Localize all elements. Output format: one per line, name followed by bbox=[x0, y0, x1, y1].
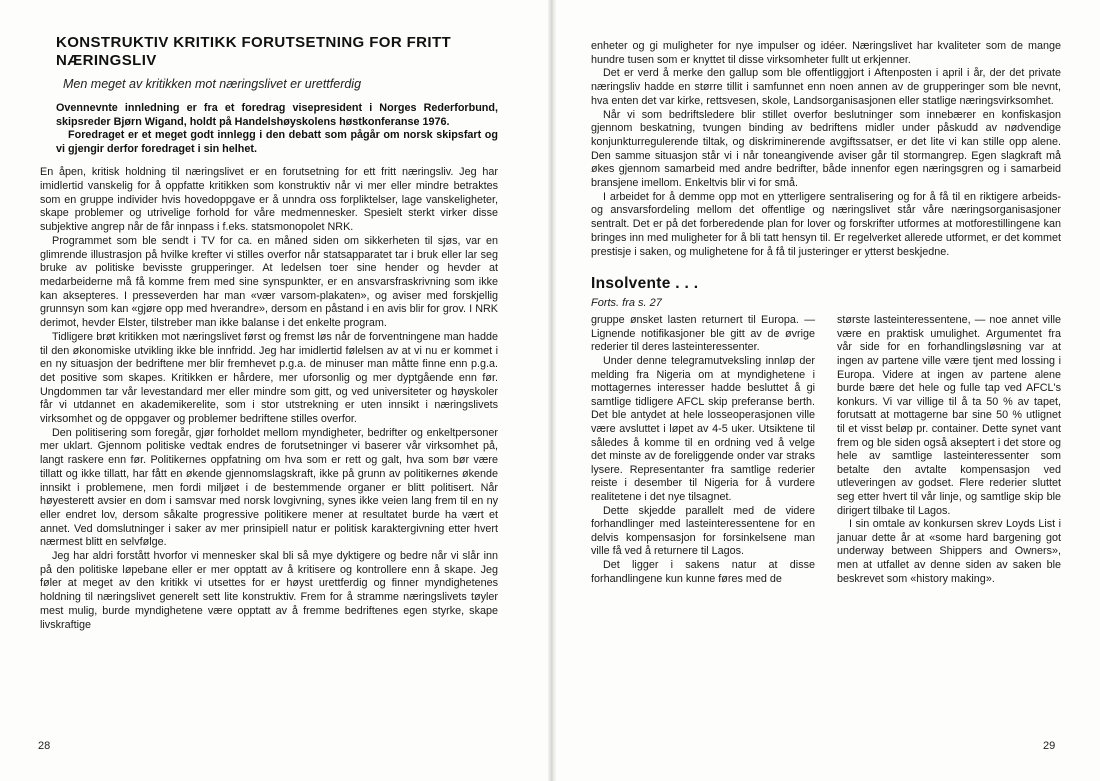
body-paragraph: Programmet som ble sendt i TV for ca. en måned siden om sikkerheten til sjøs, var en glimrende illustrasjon på hvilke krefter vi stilles overfor når statsapparatet tar i bruk eller lar seg bruke av politiske bevisste grupperinger. At ledelsen toer sine hender og hevder at medarbeiderne må få komme frem med sine synspunkter, er en ansvarsfraskrivning som ikke kan aksepteres. I presseverden har man «vær varsom-plakaten», og aviser med forskjellig grunnsyn som kan «gjøre opp med hverandre», dersom en påstand i en avis blir for grov. I NRK derimot, hevder Elster, tilstreber man ikke balanse i det enkelte program. bbox=[40, 234, 498, 330]
section-title: Insolvente . . . bbox=[591, 275, 699, 293]
book-gutter bbox=[548, 0, 556, 781]
left-page bbox=[0, 0, 548, 781]
column-paragraph: Det ligger i sakens natur at disse forhandlingene kun kunne føres med de bbox=[591, 558, 815, 585]
body-paragraph: I arbeidet for å demme opp mot en ytterligere sentralisering og for å få til en riktigere arbeids- og ansvarsfordeling mellom det offentlige og næringslivet står våre næringsorganisasjoner sentralt. Det er på det forberedende plan for lover og forskrifter utformes at motforestillingene kan bringes inn med muligheter for å bli tatt hensyn til. Er regelverket allerede utformet, er det kommet prestisje i saken, og mulighetene for å få til justeringer er ytterst beskjedne. bbox=[591, 190, 1061, 258]
column-paragraph: gruppe ønsket lasten returnert til Europa. — Lignende notifikasjoner ble gitt av de øvrige rederier til deres lasteinteressenter. bbox=[591, 314, 815, 354]
body-paragraph: Jeg har aldri forstått hvorfor vi mennesker skal bli så mye dyktigere og bedre når vi slår inn på den politiske løpebane eller er mer opptatt av å kritisere og kontrollere enn å skape. Jeg føler at meget av den kritikk vi utsettes for er høyst urettferdig og finner myndighetenes holdning til næringslivet generelt sett lite konstruktiv. Frem for å stramme næringslivets tøyler mest mulig, burde myndighetene være opptatt av å fremme bedriftenes egen styrke, skape livskraftige bbox=[40, 550, 498, 631]
article-body bbox=[40, 166, 498, 632]
column-paragraph: I sin omtale av konkursen skrev Loyds List i januar dette år at «some hard bargening got underway between Shippers and Owners», men at utfallet av denne siden av saken ble beskrevet som «history making». bbox=[837, 518, 1061, 585]
article-block bbox=[38, 34, 498, 632]
right-content bbox=[591, 40, 1061, 586]
section-subtitle: Forts. fra s. 27 bbox=[591, 297, 662, 310]
two-column-text bbox=[591, 314, 1061, 586]
body-paragraph: Den politisering som foregår, gjør forholdet mellom myndigheter, bedrifter og enkeltpersoner mer uklart. Gjennom politiske vedtak endres de forutsetninger vi baserer vår virksomhet på, langt raskere enn før. Politikernes oppfatning om hva som er rett og galt, hva som bør være tillatt og ikke tillatt, har fått en økende gjennomslagskraft, ikke på grunn av politikernes økende innsikt i problemene, men fordi miljøet i de bestemmende organer er blitt politisert. Når høyesterett avsier en dom i samsvar med norsk lovgivning, synes ikke veien lang frem til en ny eller endret lov, dersom såkalte progressive politikere mener at resultatet burde ha vært et annet. Ved domslutninger i saker av mer prinsipiell natur er politisk karaktergivning etter hvert nærmest blitt en selvfølge. bbox=[40, 426, 498, 549]
article-lead bbox=[56, 102, 498, 156]
article-title: KONSTRUKTIV KRITIKK FORUTSETNING FOR FRITT NÆRINGSLIV bbox=[56, 34, 452, 69]
column-paragraph: største lasteinteressentene, — noe annet ville være en praktisk umulighet. Argumentet fra vår side for en forhandlingsløsning var at ingen av partene ville være tjent med lossing i Europa. Videre at ingen av partene alene burde bære det hele og fulle tap ved AFCL's konkurs. Vi var villige til å ta 50 % av tapet, forutsatt at mottagerne bar sine 50 % utlignet til et visst beløp pr. container. Dette synet vant frem og ble siden også akseptert i det store og hele av samtlige lasteinteressenter som betalte den avtalte kompensasjon ved utleveringen av godset. Flere rederier sluttet seg etter hvert til vår linje, og samtlige skip ble dirigert tilbake til Lagos. bbox=[837, 314, 1061, 517]
page-number: 29 bbox=[1043, 740, 1056, 752]
body-paragraph: En åpen, kritisk holdning til næringslivet er en forutsetning for ett fritt næringsliv. Jeg har imidlertid vanskelig for å oppfatte kritikken som konstruktiv når vi mer eller mindre betraktes som en gruppe individer hvis hovedoppgave er å unndra oss forpliktelser, lage vanskeligheter, skape problemer og utrivelige forhold for våre medmennesker. Spesielt sterkt virker disse subjektive angrep når de får innpass i f.eks. statsmonopolet NRK. bbox=[40, 166, 498, 234]
article-continuation bbox=[591, 40, 1061, 259]
text-column-right bbox=[837, 314, 1061, 586]
column-paragraph: Dette skjedde parallelt med de videre forhandlinger med lasteinteressentene for en delvis kompensasjon for forsinkelsene man ville få ved å returnere til Lagos. bbox=[591, 504, 815, 558]
body-paragraph: Det er verd å merke den gallup som ble offentliggjort i Aftenposten i april i år, der det private næringsliv hadde en større tillit i samfunnet enn noen annen av de grupperinger som ble nevnt, hva enten det var kirke, rettsvesen, skole, Landsorganisasjonen eller statlige næringsvirksomhet. bbox=[591, 67, 1061, 107]
column-paragraph: Under denne telegramutveksling innløp der melding fra Nigeria om at myndighetene i mottagernes interesser hadde besluttet å gi samtlige tidligere AFCL skip preferanse berth. Det ble antydet at hele losseoperasjonen ville være avsluttet i løpet av 4-5 uker. Utsiktene til således å komme til en ordning ved å velge det minste av de foreliggende onder var straks lysere. Representanter fra samtlige rederier reiste i desember til Nigeria for å vurdere realitetene i det nye tilsagnet. bbox=[591, 355, 815, 503]
lead-paragraph: Foredraget er et meget godt innlegg i den debatt som pågår om norsk skipsfart og vi gjengir derfor foredraget i sin helhet. bbox=[56, 129, 498, 155]
body-paragraph: Når vi som bedriftsledere blir stillet overfor beslutninger som innebærer en konfiskasjon gjennom beskatning, tvungen binding av bedriftens midler under påskudd av nødvendige konjunkturregulerende tiltak, og diskriminerende avgiftssatser, er det lite vi kan stille opp alene. Den samme situasjon står vi i når toneangivende aviser går til stormangrep. Egen slagkraft må økes gjennom samarbeid med andre bedrifter, både innenfor egen næringsgren og i samarbeid bransjene imellom. Enkeltvis blir vi for små. bbox=[591, 108, 1061, 190]
right-page bbox=[556, 0, 1100, 781]
page-number: 28 bbox=[38, 740, 51, 752]
lead-paragraph: Ovennevnte innledning er fra et foredrag visepresident i Norges Rederforbund, skipsreder Bjørn Wigand, holdt på Handelshøyskolens høstkonferanse 1976. bbox=[56, 102, 498, 128]
body-paragraph: enheter og gi muligheter for nye impulser og idéer. Næringslivet har kvaliteter som de mange hundre tusen som er knyttet til disse virksomheter fullt ut erkjenner. bbox=[591, 40, 1061, 66]
body-paragraph: Tidligere brøt kritikken mot næringslivet først og fremst løs når de forventningene man hadde til den økonomiske utvikling ikke ble innfridd. Jeg har imidlertid følelsen av at vi nu er kommet i en ny situasjon der bedriftene mer blir fremhevet p.g.a. de minuser man måtte finne enn p.g.a. det positive som skapes. Kritikken er hårdere, mer uforsonlig og mer dyptgående enn før. Ungdommen tar vår levestandard mer eller mindre som gitt, og ved universiteter og høyskoler får vi utdannet en akademikerelite, som i stor utstrekning er uten innsikt i næringslivets virksomhet og de oppgaver og problemer bedriftene stilles overfor. bbox=[40, 330, 498, 426]
text-column-left bbox=[591, 314, 815, 586]
article-subtitle: Men meget av kritikken mot næringslivet er urettferdig bbox=[63, 77, 362, 91]
